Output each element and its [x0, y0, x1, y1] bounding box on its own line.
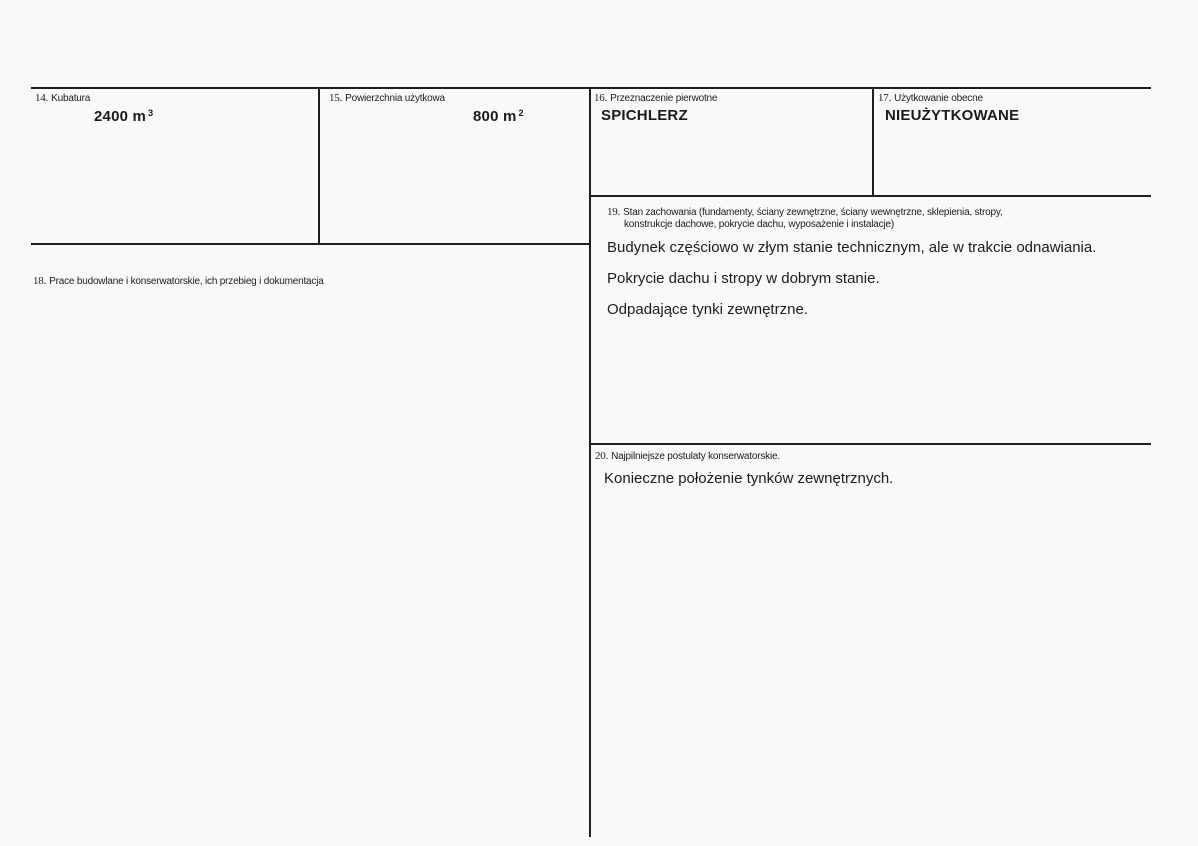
- field-16-label: 16. Przeznaczenie pierwotne: [594, 92, 718, 104]
- field-17-label: 17. Użytkowanie obecne: [878, 92, 983, 104]
- divider-19-20: [591, 443, 1151, 445]
- field-15-value: 800 m $^2$: [473, 108, 524, 125]
- field-18-label: 18. Prace budowlane i konserwatorskie, ich przebieg i dokumentacja: [33, 275, 324, 287]
- divider-14-18: [31, 243, 591, 245]
- field-19-line-2: Pokrycie dachu i stropy w dobrym stanie.: [607, 270, 880, 287]
- field-19-line-3: Odpadające tynki zewnętrzne.: [607, 301, 808, 318]
- field-14-value: 2400 m $^3$: [94, 108, 154, 125]
- field-15-label: 15. Powierzchnia użytkowa: [329, 92, 445, 104]
- field-20-label: 20. Najpilniejsze postulaty konserwatorskie.: [595, 450, 780, 462]
- field-17-value: NIEUŻYTKOWANE: [885, 107, 1020, 124]
- field-19-label: 19. Stan zachowania (fundamenty, ściany zewnętrzne, ściany wewnętrzne, sklepienia, stropy,: [607, 206, 1003, 218]
- divider-16-17: [872, 87, 874, 197]
- main-vertical-divider: [589, 87, 591, 837]
- field-14-label: 14. Kubatura: [35, 92, 91, 104]
- divider-16-19: [591, 195, 1151, 197]
- top-border-line: [31, 87, 1151, 89]
- field-19-line-1: Budynek częściowo w złym stanie technicznym, ale w trakcie odnawiania.: [607, 239, 1097, 256]
- field-20-value: Konieczne położenie tynków zewnętrznych.: [604, 470, 894, 487]
- field-19-label-line2: konstrukcje dachowe, pokrycie dachu, wyposażenie i instalacje): [624, 219, 894, 230]
- divider-14-15: [318, 87, 320, 245]
- field-16-value: SPICHLERZ: [601, 107, 688, 124]
